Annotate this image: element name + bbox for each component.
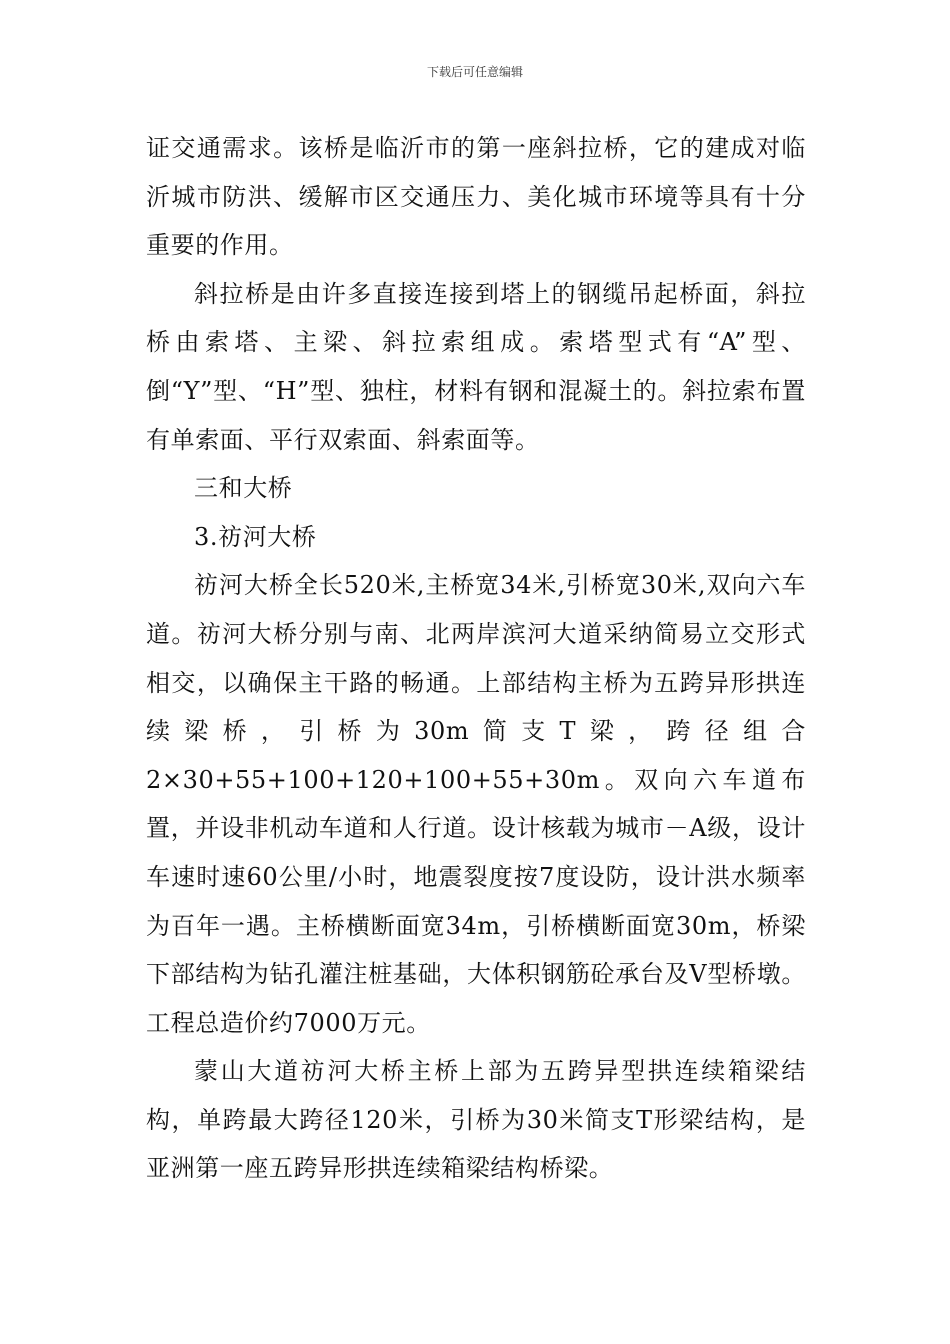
paragraph-2: 斜拉桥是由许多直接连接到塔上的钢缆吊起桥面，斜拉桥由索塔、主梁、斜拉索组成。索塔型式有“A”型、倒“Y”型、“H”型、独柱，材料有钢和混凝土的。斜拉索布置有单索面、平行双索面、斜索面等。 <box>146 279 806 454</box>
paragraph-5: 祊河大桥全长520米,主桥宽34米,引桥宽30米,双向六车道。祊河大桥分别与南、北两岸滨河大道采纳简易立交形式相交，以确保主干路的畅通。上部结构主桥为五跨异形拱连续梁桥，引桥为30m简支T梁，跨径组合2×30+55+100+120+100+55+30m。双向六车道布置，并设非机动车道和人行道。设计核载为城市－A级，设计车速时速60公里/小时，地震裂度按7度设防，设计洪水频率为百年一遇。主桥横断面宽34m，引桥横断面宽30m，桥梁下部结构为钻孔灌注桩基础，大体积钢筋砼承台及V型桥墩。工程总造价约7000万元。 <box>146 571 806 1037</box>
paragraph-6: 蒙山大道祊河大桥主桥上部为五跨异型拱连续箱梁结构，单跨最大跨径120米，引桥为30米简支T形梁结构，是亚洲第一座五跨异形拱连续箱梁结构桥梁。 <box>146 1057 806 1183</box>
section-heading: 3.祊河大桥 <box>194 522 317 551</box>
document-body <box>146 124 806 1193</box>
page-header: 下载后可任意编辑 <box>426 65 523 79</box>
paragraph-1: 证交通需求。该桥是临沂市的第一座斜拉桥，它的建成对临沂城市防洪、缓解市区交通压力、美化城市环境等具有十分重要的作用。 <box>146 134 806 260</box>
paragraph-3: 三和大桥 <box>194 474 293 503</box>
